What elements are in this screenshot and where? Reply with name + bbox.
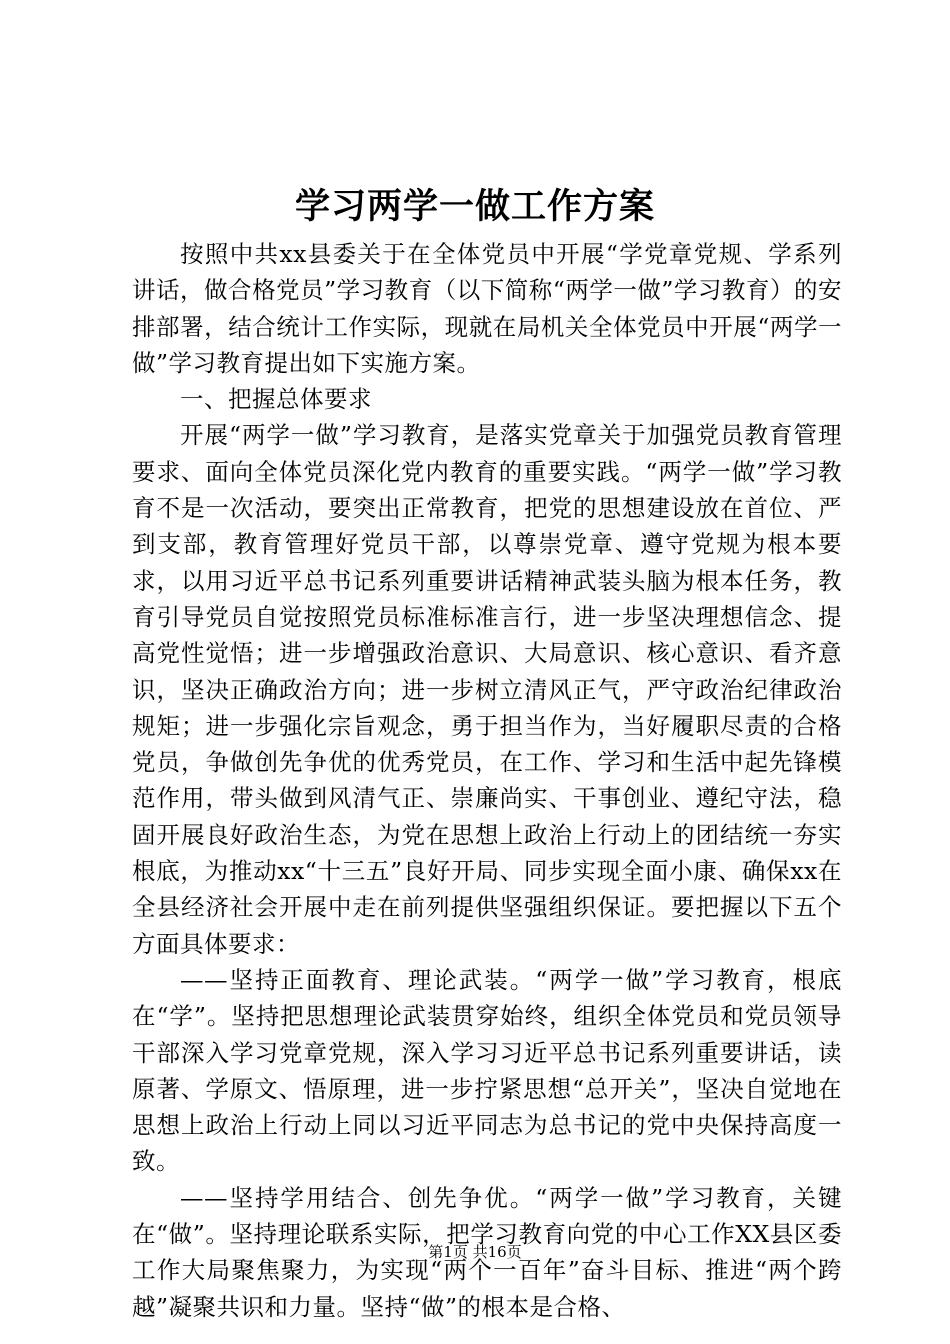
document-title: 学习两学一做工作方案 [294,186,655,227]
document-body [132,236,842,1325]
body-paragraph: 开展“两学一做”学习教育，是落实党章关于加强党员教育管理要求、面向全体党员深化党内教育的重要实践。“两学一做”学习教育不是一次活动，要突出正常教育，把党的思想建设放在首位、严到支部，教育管理好党员干部，以尊崇党章、遵守党规为根本要求，以用习近平总书记系列重要讲话精神武装头脑为根本任务，教育引导党员自觉按照党员标准标准言行，进一步坚决理想信念、提高党性觉悟；进一步增强政治意识、大局意识、核心意识、看齐意识，坚决正确政治方向；进一步树立清风正气，严守政治纪律政治规矩；进一步强化宗旨观念，勇于担当作为，当好履职尽责的合格党员，争做创先争优的优秀党员，在工作、学习和生活中起先锋模范作用，带头做到风清气正、崇廉尚实、干事创业、遵纪守法，稳固开展良好政治生态，为党在思想上政治上行动上的团结统一夯实根底，为推动xx“十三五”良好开局、同步实现全面小康、确保xx在全县经济社会开展中走在前列提供坚强组织保证。要把握以下五个方面具体要求： [132,421,842,958]
section-heading: 一、把握总体要求 [180,385,372,414]
intro-paragraph: 按照中共xx县委关于在全体党员中开展“学党章党规、学系列讲话，做合格党员”学习教育（以下简称“两学一做”学习教育）的安排部署，结合统计工作实际，现就在局机关全体党员中开展“两学一做”学习教育提出如下实施方案。 [132,240,842,377]
body-paragraph: ——坚持正面教育、理论武装。“两学一做”学习教育，根底在“学”。坚持把思想理论武装贯穿始终，组织全体党员和党员领导干部深入学习党章党规，深入学习习近平总书记系列重要讲话，读原著、学原文、悟原理，进一步拧紧思想“总开关”，坚决自觉地在思想上政治上行动上同以习近平同志为总书记的党中央保持高度一致。 [132,965,842,1176]
body-paragraph: ——坚持学用结合、创先争优。“两学一做”学习教育，关键在“做”。坚持理论联系实际，把学习教育向党的中心工作XX县区委工作大局聚焦聚力，为实现“两个一百年”奋斗目标、推进“两个跨越”凝聚共识和力量。坚持“做”的根本是合格、 [132,1183,842,1321]
page-number-footer: 第1页 共16页 [428,1243,522,1261]
